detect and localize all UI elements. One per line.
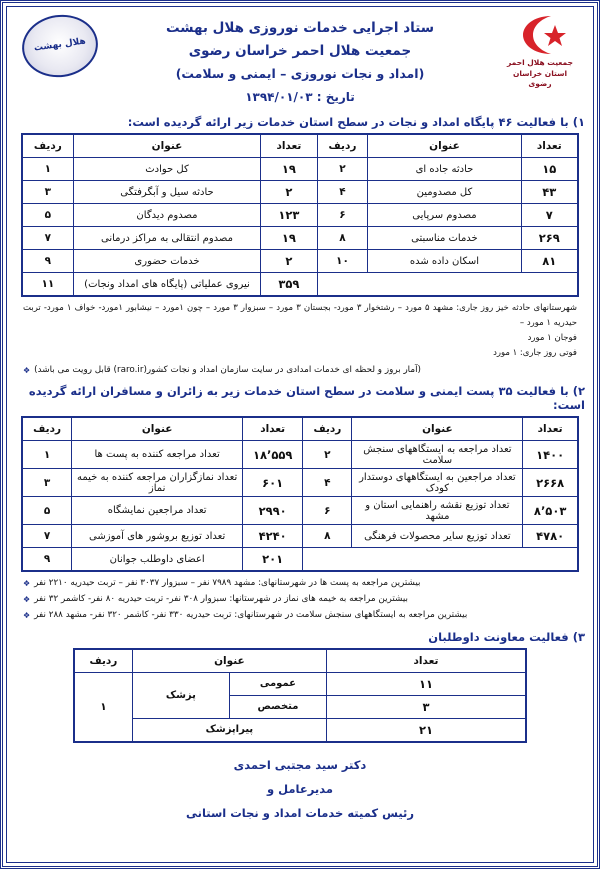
cell-title-left: تعداد مراجعه به ایستگاههای سنجش سلامت: [352, 441, 523, 469]
cell-rowid-left: ۶: [303, 497, 352, 525]
section-1-heading: ۱) با فعالیت ۴۶ پایگاه امداد و نجات در سطح استان خدمات زیر ارائه گردیده است:: [127, 115, 585, 130]
cell-count-right: ۱۹: [261, 227, 317, 250]
cell-rowid-left: ۶: [317, 204, 368, 227]
table-row: [22, 181, 578, 204]
cell-count-right: ۶۰۱: [243, 469, 303, 497]
cell-count-right: ۲: [261, 181, 317, 204]
col-count-left: تعداد: [523, 417, 578, 441]
col-rowid-left: ردیف: [317, 134, 368, 158]
red-crescent-icon: [502, 13, 578, 57]
col-rowid-right: ردیف: [22, 417, 72, 441]
section-1-bullet: [23, 363, 569, 378]
cell-count-right: ۱۸٬۵۵۹: [243, 441, 303, 469]
note-line-1: شهرستانهای حادثه خیز روز جاری: مشهد ۵ مورد – رشتخوار ۳ مورد- بجستان ۳ مورد – سبزوار ۳ مورد – چون ۱مورد – نیشابور ۱مورد- خواف ۱ مورد- تربت حیدریه ۱ مورد –: [23, 303, 578, 329]
cell-rowid-right: ۱۱: [22, 273, 73, 297]
section-2-bullet: [23, 576, 569, 591]
page-subtitle: جمعیت هلال احمر خراسان رضوی: [188, 42, 412, 59]
table-row: [22, 525, 578, 548]
section-2-bullet: [23, 608, 569, 623]
cell-title-right: کل حوادث: [73, 158, 260, 181]
col-count-left: تعداد: [521, 134, 578, 158]
col-title: عنوان: [132, 649, 326, 673]
date-label: تاریخ :: [316, 90, 355, 105]
date-value: ۱۳۹۴/۰۱/۰۳: [245, 90, 313, 105]
cell-count-left: ۷: [521, 204, 578, 227]
table-row: [22, 227, 578, 250]
cell-count-paramedic: ۲۱: [326, 718, 526, 742]
cell-count-left: ۲۶۶۸: [523, 469, 578, 497]
cell-rowid-left: ۴: [303, 469, 352, 497]
cell-count-left: ۴۷۸۰: [523, 525, 578, 548]
cell-count-right: ۳۵۹: [261, 273, 317, 297]
cell-count-right: ۱۲۳: [261, 204, 317, 227]
note-line-2: فوجان ۱ مورد: [527, 333, 577, 344]
col-count-right: تعداد: [261, 134, 317, 158]
signature-name: دکتر سید مجتبی احمدی: [233, 757, 367, 772]
health-safety-posts-table: [21, 416, 579, 572]
table-row: [74, 672, 526, 695]
cell-rowid-left: ۴: [317, 181, 368, 204]
cell-title-left: تعداد مراجعین به ایستگاههای دوستدار کودک: [352, 469, 523, 497]
volunteers-table: [73, 648, 527, 743]
cell-count-left: ۸٬۵۰۳: [523, 497, 578, 525]
cell-count-right: ۲۹۹۰: [243, 497, 303, 525]
table-row: [74, 718, 526, 742]
cell-count-left: ۱۴۰۰: [523, 441, 578, 469]
col-title-right: عنوان: [72, 417, 243, 441]
table-row: [22, 548, 578, 572]
cell-title-left: تعداد توزیع سایر محصولات فرهنگی: [352, 525, 523, 548]
col-count-right: تعداد: [243, 417, 303, 441]
cell-title-right: مصدوم دیدگان: [73, 204, 260, 227]
cell-rowid-right: ۵: [22, 204, 73, 227]
section-2-bullet: [23, 592, 569, 607]
cell-title-right: تعداد توزیع بروشور های آموزشی: [72, 525, 243, 548]
signature-block: [13, 753, 587, 825]
cell-count-general: ۱۱: [326, 672, 526, 695]
section-2-notes: [13, 576, 587, 624]
cell-count-left: ۲۶۹: [521, 227, 578, 250]
cell-count-left: ۱۵: [521, 158, 578, 181]
table-header-row: [22, 417, 578, 441]
cell-title-left: تعداد توزیع نقشه راهنمایی استان و مشهد: [352, 497, 523, 525]
rescue-services-table: [21, 133, 579, 297]
cell-title-left: مصدوم سرپایی: [368, 204, 521, 227]
page-subtitle-2: (امداد و نجات نوروزی – ایمنی و سلامت): [175, 65, 425, 81]
cell-rowid-right: ۳: [22, 469, 72, 497]
cell-title-right: اعضای داوطلب جوانان: [72, 548, 243, 572]
official-seal: [17, 13, 103, 77]
cell-rowid-left: ۸: [317, 227, 368, 250]
bullet-note-text: بیشترین مراجعه به خیمه های نماز در شهرستانها: سبزوار ۳۰۸ نفر- تربت حیدریه ۸۰ نفر- کاشمر ۳۲ نفر: [34, 594, 408, 605]
cell-count-right: ۲۰۱: [243, 548, 303, 572]
cell-title-right: تعداد نمازگزاران مراجعه کننده به خیمه نماز: [72, 469, 243, 497]
title-block: [103, 13, 497, 109]
table-row: [22, 273, 578, 297]
cell-subtype-general: عمومی: [229, 672, 326, 695]
table-row: [22, 158, 578, 181]
table-header-row: [22, 134, 578, 158]
bullet-icon: ❖: [23, 579, 31, 589]
cell-rowid-left: ۱۰: [317, 250, 368, 273]
cell-count-left: ۴۳: [521, 181, 578, 204]
cell-rowid-right: ۳: [22, 181, 73, 204]
col-count: تعداد: [326, 649, 526, 673]
section-2-heading: ۲) با فعالیت ۳۵ پست ایمنی و سلامت در سطح استان خدمات زیر به زائران و مسافران ارائه گردیده است:: [28, 384, 585, 413]
bullet-note-text: بیشترین مراجعه به پست ها در شهرستانهای: مشهد ۷۹۸۹ نفر – سبزوار ۳۰۳۷ نفر – تربت حیدریه ۲۲۱۰ نفر: [34, 578, 421, 589]
table-row: [22, 497, 578, 525]
table-row: [22, 441, 578, 469]
bullet-icon: ❖: [23, 595, 31, 605]
cell-rowid-right: ۹: [22, 250, 73, 273]
organization-logo: [497, 13, 583, 89]
cell-empty: [317, 273, 578, 297]
cell-rowid-right: ۹: [22, 548, 72, 572]
bullet-icon: ❖: [23, 365, 31, 375]
bullet-icon: ❖: [23, 611, 31, 621]
cell-title-left: کل مصدومین: [368, 181, 521, 204]
note-line-3: فوتی روز جاری: ۱ مورد: [493, 348, 577, 358]
bullet-note-text: (آمار بروز و لحظه ای خدمات امدادی در سایت سازمان امداد و نجات کشور(raro.ir) قابل رویت می باشد): [34, 364, 421, 375]
cell-count-left: ۸۱: [521, 250, 578, 273]
cell-title-right: نیروی عملیاتی (پایگاه های امداد ونجات): [73, 273, 260, 297]
cell-rowid: ۱: [74, 672, 132, 742]
bullet-note-text: بیشترین مراجعه به ایستگاههای سنجش سلامت در شهرستانهای: تربت حیدریه ۳۳۰ نفر- کاشمر ۳۲۰ نفر- مشهد ۲۸۸ نفر: [34, 610, 468, 621]
cell-count-right: ۱۹: [261, 158, 317, 181]
col-title-left: عنوان: [368, 134, 521, 158]
col-rowid-right: ردیف: [22, 134, 73, 158]
cell-title-right: تعداد مراجعین نمایشگاه: [72, 497, 243, 525]
report-date: [103, 85, 497, 109]
cell-count-right: ۲: [261, 250, 317, 273]
col-rowid-left: ردیف: [303, 417, 352, 441]
cell-title-right: خدمات حضوری: [73, 250, 260, 273]
cell-title-right: مصدوم انتقالی به مراکز درمانی: [73, 227, 260, 250]
cell-rowid-left: ۲: [303, 441, 352, 469]
cell-rowid-right: ۱: [22, 441, 72, 469]
cell-rowid-left: ۸: [303, 525, 352, 548]
cell-group-doctor: پزشک: [132, 672, 229, 718]
col-title-left: عنوان: [352, 417, 523, 441]
seal-text: هلال بهشت: [33, 36, 87, 54]
cell-title-left: خدمات مناسبتی: [368, 227, 521, 250]
col-rowid: ردیف: [74, 649, 132, 673]
cell-rowid-left: ۲: [317, 158, 368, 181]
cell-rowid-right: ۵: [22, 497, 72, 525]
cell-rowid-right: ۱: [22, 158, 73, 181]
cell-rowid-right: ۷: [22, 227, 73, 250]
cell-title-left: اسکان داده شده: [368, 250, 521, 273]
cell-rowid-right: ۷: [22, 525, 72, 548]
document-header: [13, 9, 587, 109]
logo-caption-line2: استان خراسان رضوی: [512, 69, 568, 89]
col-title-right: عنوان: [73, 134, 260, 158]
cell-subtype-paramedic: پیراپزشک: [132, 718, 326, 742]
cell-title-right: تعداد مراجعه کننده به پست ها: [72, 441, 243, 469]
cell-title-right: حادثه سیل و آبگرفتگی: [73, 181, 260, 204]
section-3-heading: ۳) فعالیت معاونت داوطلبان: [428, 629, 585, 644]
page-title: ستاد اجرایی خدمات نوروزی هلال بهشت: [165, 20, 435, 36]
signature-role-2: رئیس کمیته خدمات امداد و نجات استانی: [186, 805, 414, 820]
table-row: [22, 250, 578, 273]
cell-subtype-specialist: متخصص: [229, 695, 326, 718]
seal-icon: [18, 10, 102, 82]
table-header-row: [74, 649, 526, 673]
signature-role-1: مدیرعامل و: [267, 781, 333, 796]
cell-title-left: حادثه جاده ای: [368, 158, 521, 181]
section-1-notes: [23, 301, 577, 361]
table-row: [22, 204, 578, 227]
cell-count-right: ۴۲۴۰: [243, 525, 303, 548]
table-row: [22, 469, 578, 497]
cell-empty: [303, 548, 578, 572]
cell-count-specialist: ۳: [326, 695, 526, 718]
logo-caption-line1: جمعیت هلال احمر: [507, 58, 573, 67]
